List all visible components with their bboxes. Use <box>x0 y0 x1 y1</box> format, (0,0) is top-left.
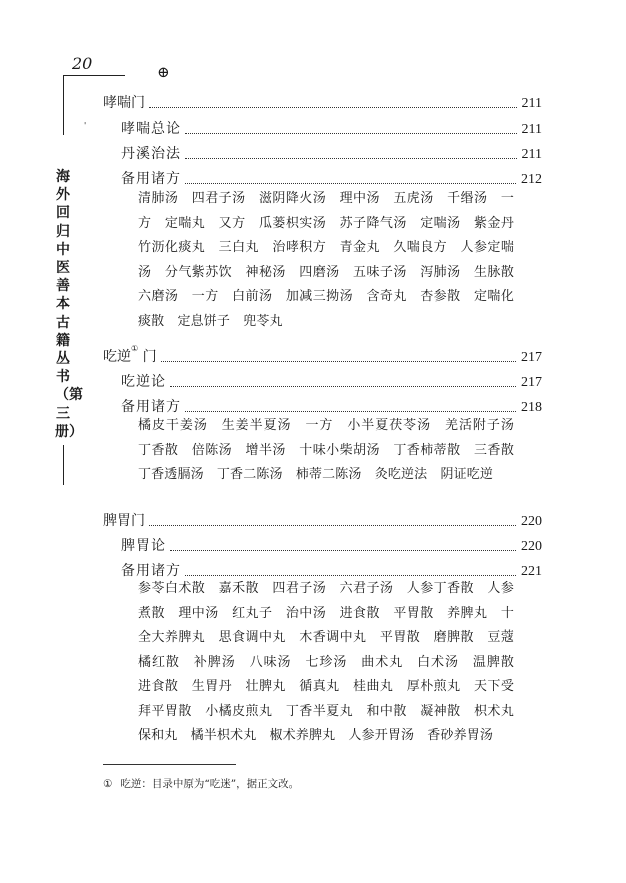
section-title-suffix: 门 <box>138 349 157 365</box>
toc-section[interactable] <box>103 510 542 530</box>
toc-subsection[interactable] <box>121 371 542 391</box>
toc-section[interactable] <box>103 346 542 366</box>
remedy-list: 参苓白术散 嘉禾散 四君子汤 六君子汤 人参丁香散 人参煮散 理中汤 红丸子 治中汤 进食散 平胃散 养脾丸 十全大养脾丸 思食调中丸 木香调中丸 平胃散 磨脾散 豆蔻橘红散 补脾汤 八味汤 七珍汤 曲术丸 白术汤 温脾散 进食散 生胃丹 壮脾丸 循真丸 桂曲丸 厚朴煎丸 天下受拜平胃散 小橘皮煎丸 丁香半夏丸 和中散 凝神散 枳术丸 保和丸 橘半枳术丸 椒术养脾丸 人参开胃汤 香砂养胃汤 <box>138 581 528 743</box>
series-title: 海外回归中医善本古籍丛书（第三册） <box>55 169 83 440</box>
footnote-mark: ① <box>103 778 113 790</box>
subsection-title: 备用诸方 <box>121 171 181 187</box>
dot-leader <box>185 410 516 412</box>
footnote-ref[interactable]: ① <box>131 344 139 353</box>
margin-mark: ' <box>84 121 87 130</box>
page-ref: 211 <box>521 122 542 137</box>
dot-leader <box>161 360 516 362</box>
margin-rule <box>63 75 64 135</box>
section-title-text: 吃逆 <box>103 349 131 365</box>
footnote-text: 吃逆：目录中原为“吃迷”，据正文改。 <box>120 778 300 790</box>
toc-subsection[interactable] <box>121 143 542 163</box>
footnote <box>103 776 299 791</box>
dot-leader <box>185 157 517 159</box>
footnote-rule <box>103 764 236 765</box>
page-ref: 211 <box>521 96 542 111</box>
page-number: 20 <box>72 54 93 73</box>
section-title <box>103 346 157 366</box>
page-ref: 218 <box>521 400 542 415</box>
page-ref: 221 <box>521 564 542 579</box>
page-ref: 217 <box>521 375 542 390</box>
toc-subsection[interactable] <box>121 535 542 555</box>
subsection-title: 丹溪治法 <box>121 146 181 162</box>
dot-leader <box>170 549 516 551</box>
dot-leader <box>185 182 516 184</box>
section-title: 脾胃门 <box>103 513 145 529</box>
dot-leader <box>185 132 517 134</box>
dot-leader <box>149 524 516 526</box>
subsection-title: 脾胃论 <box>121 538 166 554</box>
remedy-list: 清肺汤 四君子汤 滋阴降火汤 理中汤 五虎汤 千缗汤 一方 定喘丸 又方 瓜蒌枳实汤 苏子降气汤 定喘汤 紫金丹 竹沥化痰丸 三白丸 治哮积方 青金丸 久喘良方 人参定喘汤 分气紫苏饮 神秘汤 四磨汤 五味子汤 泻肺汤 生脉散 六磨汤 一方 白前汤 加减三拗汤 含奇丸 杏参散 定喘化痰散 定息饼子 兜苓丸 <box>138 191 528 329</box>
remedy-list: 橘皮干姜汤 生姜半夏汤 一方 小半夏茯苓汤 羌活附子汤 丁香散 倍陈汤 增半汤 十味小柴胡汤 丁香柿蒂散 三香散 丁香透膈汤 丁香二陈汤 柿蒂二陈汤 灸吃逆法 阴证吃逆 <box>138 418 528 482</box>
section-title: 哮喘门 <box>103 95 145 111</box>
subsection-title: 吃逆论 <box>121 374 166 390</box>
toc-subsection[interactable] <box>121 396 542 416</box>
dot-leader <box>185 574 516 576</box>
toc-subsection[interactable] <box>121 168 542 188</box>
page-ref: 220 <box>521 539 542 554</box>
dot-leader <box>170 385 516 387</box>
toc-subsection[interactable] <box>121 118 542 138</box>
page-ref: 220 <box>521 514 542 529</box>
page-ref: 217 <box>521 350 542 365</box>
toc-section[interactable] <box>103 92 542 112</box>
header-rule <box>63 75 125 76</box>
margin-rule <box>63 445 64 485</box>
page-ref: 212 <box>521 172 542 187</box>
subsection-title: 备用诸方 <box>121 399 181 415</box>
page-ref: 211 <box>521 147 542 162</box>
subsection-title: 哮喘总论 <box>121 121 181 137</box>
dot-leader <box>149 106 517 108</box>
subsection-title: 备用诸方 <box>121 563 181 579</box>
header-ornament-icon: ⊕ <box>157 63 170 81</box>
